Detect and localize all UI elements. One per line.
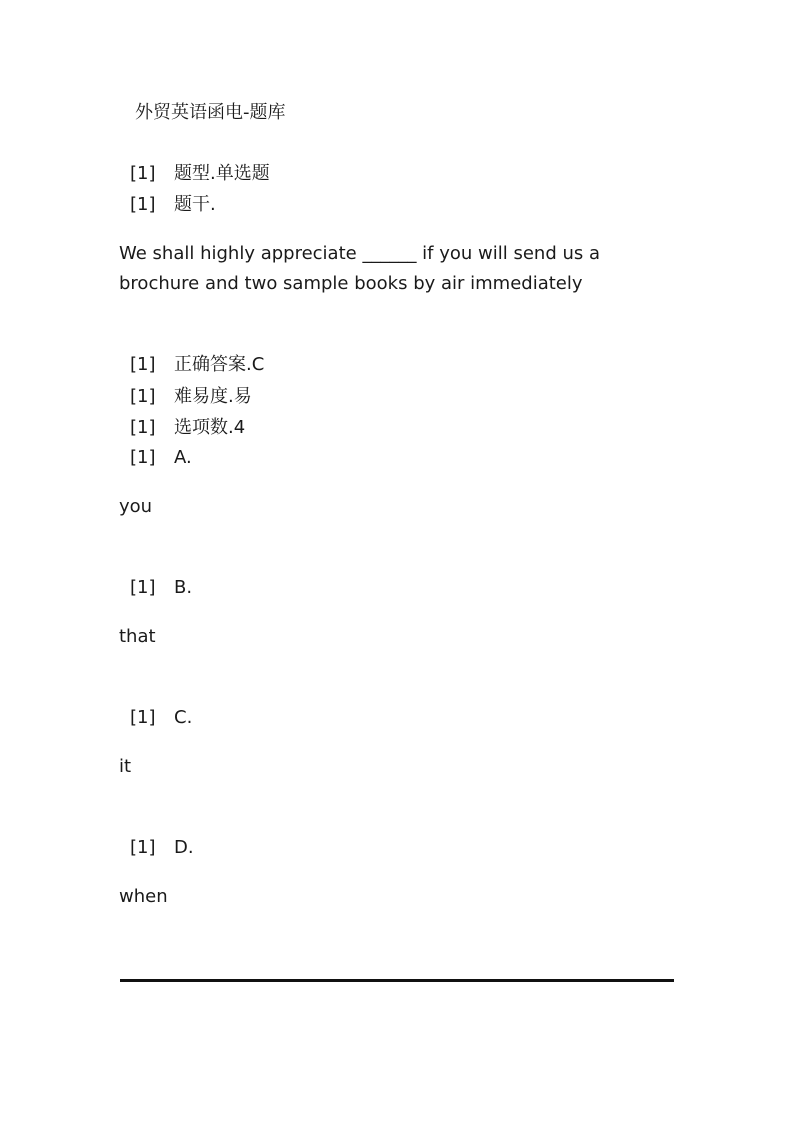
- question-type-line: [130, 161, 270, 187]
- difficulty: 难易度.易: [174, 386, 252, 407]
- line-number: [1]: [130, 194, 156, 215]
- option-a-label-line: [130, 445, 192, 471]
- option-count: 选项数.4: [174, 417, 246, 438]
- question-stem-label: 题干.: [174, 194, 216, 215]
- line-number: [1]: [130, 354, 156, 375]
- line-number: [1]: [130, 447, 156, 468]
- question-stem: We shall highly appreciate ______ if you will send us a brochure and two sample books by air immediately: [119, 243, 601, 294]
- line-number: [1]: [130, 163, 156, 184]
- line-number: [1]: [130, 386, 156, 407]
- option-c-text: it: [119, 756, 132, 777]
- option-label: D.: [174, 837, 194, 858]
- line-number: [1]: [130, 707, 156, 728]
- option-count-line: [130, 415, 245, 441]
- option-c-label-line: [130, 705, 192, 731]
- option-a-text: you: [119, 496, 153, 517]
- correct-answer: 正确答案.C: [174, 354, 265, 375]
- question-type: 题型.单选题: [174, 163, 270, 184]
- option-label: A.: [174, 447, 192, 468]
- difficulty-line: [130, 384, 252, 410]
- option-b-label-line: [130, 575, 192, 601]
- line-number: [1]: [130, 417, 156, 438]
- option-d-label-line: [130, 835, 194, 861]
- question-stem-label-line: [130, 192, 216, 218]
- document-title: 外贸英语函电-题库: [135, 102, 286, 123]
- option-label: C.: [174, 707, 193, 728]
- line-number: [1]: [130, 837, 156, 858]
- horizontal-divider: [120, 979, 674, 982]
- option-b-text: that: [119, 626, 156, 647]
- line-number: [1]: [130, 577, 156, 598]
- option-d-text: when: [119, 886, 168, 907]
- correct-answer-line: [130, 352, 264, 378]
- option-label: B.: [174, 577, 193, 598]
